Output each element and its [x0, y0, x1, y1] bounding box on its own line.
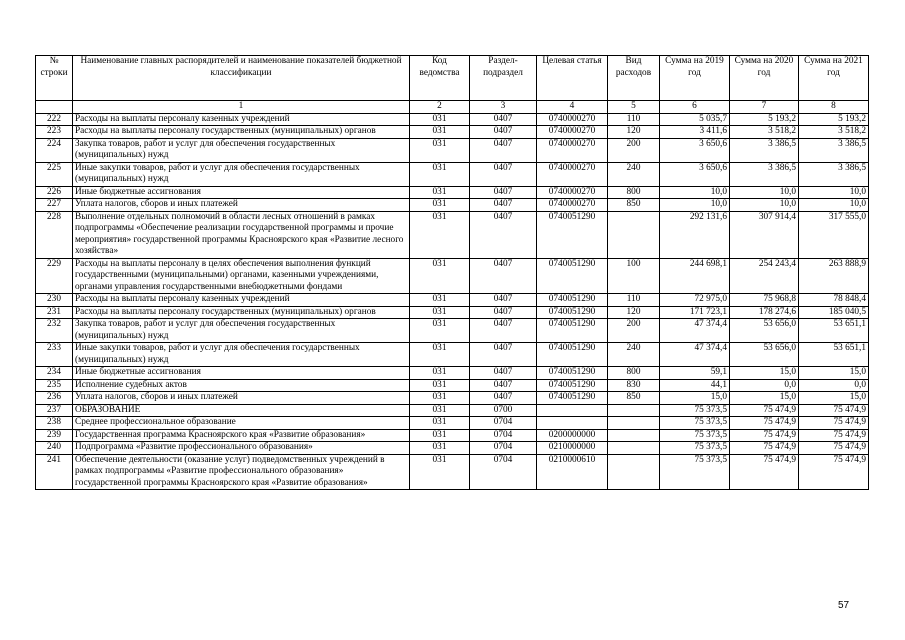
row-name: Исполнение судебных актов	[73, 379, 410, 392]
row-number: 240	[36, 442, 73, 455]
row-name: Государственная программа Красноярского края «Развитие образования»	[73, 429, 410, 442]
row-section: 0704	[470, 442, 537, 455]
row-section: 0704	[470, 417, 537, 430]
column-number: 8	[799, 101, 869, 114]
row-sum-2020: 75 474,9	[730, 442, 799, 455]
row-target-article: 0740051290	[537, 306, 608, 319]
row-expense-type: 850	[608, 199, 660, 212]
row-target-article	[537, 404, 608, 417]
row-number: 223	[36, 126, 73, 139]
row-sum-2019: 75 373,5	[660, 404, 730, 417]
row-section: 0407	[470, 343, 537, 367]
row-dept-code: 031	[410, 211, 470, 258]
table-row	[36, 113, 869, 126]
table-row	[36, 319, 869, 343]
row-sum-2020: 75 474,9	[730, 404, 799, 417]
row-sum-2020: 53 656,0	[730, 319, 799, 343]
row-sum-2020: 5 193,2	[730, 113, 799, 126]
row-expense-type	[608, 417, 660, 430]
row-number: 224	[36, 138, 73, 162]
row-sum-2021: 75 474,9	[799, 417, 869, 430]
table-row	[36, 392, 869, 405]
row-dept-code: 031	[410, 306, 470, 319]
row-sum-2019: 292 131,6	[660, 211, 730, 258]
row-sum-2021: 78 848,4	[799, 294, 869, 307]
row-sum-2021: 3 518,2	[799, 126, 869, 139]
row-name: Уплата налогов, сборов и иных платежей	[73, 199, 410, 212]
row-sum-2020: 15,0	[730, 367, 799, 380]
row-number: 226	[36, 186, 73, 199]
column-number: 3	[470, 101, 537, 114]
row-section: 0700	[470, 404, 537, 417]
row-number: 238	[36, 417, 73, 430]
row-target-article: 0740051290	[537, 343, 608, 367]
row-sum-2021: 3 386,5	[799, 162, 869, 186]
row-name: ОБРАЗОВАНИЕ	[73, 404, 410, 417]
row-expense-type: 800	[608, 367, 660, 380]
row-sum-2021: 10,0	[799, 186, 869, 199]
row-section: 0704	[470, 454, 537, 490]
row-section: 0407	[470, 162, 537, 186]
row-dept-code: 031	[410, 319, 470, 343]
table-row	[36, 186, 869, 199]
row-sum-2020: 254 243,4	[730, 258, 799, 294]
header-row-number: № строки	[36, 56, 73, 101]
row-number: 241	[36, 454, 73, 490]
row-target-article: 0740051290	[537, 319, 608, 343]
row-sum-2019: 3 650,6	[660, 138, 730, 162]
row-sum-2020: 3 518,2	[730, 126, 799, 139]
row-sum-2019: 244 698,1	[660, 258, 730, 294]
row-target-article: 0740051290	[537, 258, 608, 294]
row-sum-2020: 3 386,5	[730, 138, 799, 162]
row-section: 0407	[470, 294, 537, 307]
row-name: Иные бюджетные ассигнования	[73, 186, 410, 199]
row-expense-type	[608, 404, 660, 417]
header-sum-2019: Сумма на 2019 год	[660, 56, 730, 101]
header-dept-code: Код ведомства	[410, 56, 470, 101]
row-dept-code: 031	[410, 392, 470, 405]
column-number: 1	[73, 101, 410, 114]
row-expense-type	[608, 454, 660, 490]
row-target-article: 0740051290	[537, 379, 608, 392]
header-section: Раздел-подраздел	[470, 56, 537, 101]
row-target-article: 0740000270	[537, 162, 608, 186]
row-target-article: 0740051290	[537, 367, 608, 380]
table-row	[36, 138, 869, 162]
row-section: 0407	[470, 199, 537, 212]
row-sum-2019: 72 975,0	[660, 294, 730, 307]
row-name: Закупка товаров, работ и услуг для обеспечения государственных (муниципальных) нужд	[73, 138, 410, 162]
row-number: 236	[36, 392, 73, 405]
row-sum-2021: 75 474,9	[799, 454, 869, 490]
row-sum-2019: 10,0	[660, 199, 730, 212]
row-sum-2020: 75 474,9	[730, 417, 799, 430]
table-row	[36, 442, 869, 455]
row-number: 231	[36, 306, 73, 319]
row-sum-2021: 317 555,0	[799, 211, 869, 258]
row-sum-2021: 15,0	[799, 367, 869, 380]
row-sum-2019: 15,0	[660, 392, 730, 405]
table-row	[36, 306, 869, 319]
row-expense-type: 200	[608, 138, 660, 162]
table-row	[36, 379, 869, 392]
table-row	[36, 294, 869, 307]
row-sum-2021: 10,0	[799, 199, 869, 212]
row-sum-2020: 3 386,5	[730, 162, 799, 186]
row-name: Расходы на выплаты персоналу казенных учреждений	[73, 113, 410, 126]
row-number: 222	[36, 113, 73, 126]
row-target-article: 0740051290	[537, 294, 608, 307]
row-sum-2020: 10,0	[730, 199, 799, 212]
row-name: Среднее профессиональное образование	[73, 417, 410, 430]
row-number: 233	[36, 343, 73, 367]
row-target-article: 0740000270	[537, 186, 608, 199]
row-dept-code: 031	[410, 162, 470, 186]
row-expense-type: 240	[608, 343, 660, 367]
column-number-row	[36, 101, 869, 114]
column-number	[36, 101, 73, 114]
row-expense-type: 850	[608, 392, 660, 405]
row-expense-type	[608, 211, 660, 258]
table-row	[36, 126, 869, 139]
row-name: Расходы на выплаты персоналу казенных учреждений	[73, 294, 410, 307]
table-row	[36, 417, 869, 430]
row-sum-2019: 47 374,4	[660, 319, 730, 343]
row-number: 235	[36, 379, 73, 392]
row-section: 0407	[470, 367, 537, 380]
row-sum-2020: 10,0	[730, 186, 799, 199]
row-number: 232	[36, 319, 73, 343]
row-section: 0407	[470, 392, 537, 405]
row-expense-type: 100	[608, 258, 660, 294]
row-dept-code: 031	[410, 186, 470, 199]
row-expense-type: 240	[608, 162, 660, 186]
row-number: 234	[36, 367, 73, 380]
row-target-article: 0740000270	[537, 138, 608, 162]
table-row	[36, 258, 869, 294]
table-row	[36, 429, 869, 442]
table-row	[36, 343, 869, 367]
column-number: 2	[410, 101, 470, 114]
row-sum-2019: 75 373,5	[660, 429, 730, 442]
row-sum-2021: 75 474,9	[799, 429, 869, 442]
row-expense-type: 120	[608, 306, 660, 319]
row-number: 229	[36, 258, 73, 294]
row-dept-code: 031	[410, 138, 470, 162]
column-number: 5	[608, 101, 660, 114]
row-sum-2019: 75 373,5	[660, 442, 730, 455]
row-dept-code: 031	[410, 379, 470, 392]
row-expense-type	[608, 429, 660, 442]
row-section: 0407	[470, 126, 537, 139]
row-name: Иные закупки товаров, работ и услуг для обеспечения государственных (муниципальных) нужд	[73, 343, 410, 367]
table-row	[36, 404, 869, 417]
row-target-article	[537, 417, 608, 430]
row-target-article: 0740000270	[537, 113, 608, 126]
row-section: 0407	[470, 258, 537, 294]
row-sum-2019: 10,0	[660, 186, 730, 199]
row-sum-2021: 0,0	[799, 379, 869, 392]
row-target-article: 0740000270	[537, 126, 608, 139]
row-number: 237	[36, 404, 73, 417]
row-number: 225	[36, 162, 73, 186]
row-expense-type: 800	[608, 186, 660, 199]
row-dept-code: 031	[410, 429, 470, 442]
table-row	[36, 162, 869, 186]
row-dept-code: 031	[410, 113, 470, 126]
row-section: 0407	[470, 186, 537, 199]
row-section: 0407	[470, 379, 537, 392]
column-number: 6	[660, 101, 730, 114]
row-sum-2020: 0,0	[730, 379, 799, 392]
row-target-article: 0740051290	[537, 211, 608, 258]
row-sum-2021: 75 474,9	[799, 442, 869, 455]
row-dept-code: 031	[410, 454, 470, 490]
row-dept-code: 031	[410, 199, 470, 212]
row-sum-2019: 59,1	[660, 367, 730, 380]
row-expense-type: 110	[608, 113, 660, 126]
row-name: Уплата налогов, сборов и иных платежей	[73, 392, 410, 405]
row-target-article: 0200000000	[537, 429, 608, 442]
row-dept-code: 031	[410, 417, 470, 430]
row-section: 0407	[470, 319, 537, 343]
row-number: 227	[36, 199, 73, 212]
row-section: 0407	[470, 211, 537, 258]
row-expense-type: 120	[608, 126, 660, 139]
row-sum-2021: 3 386,5	[799, 138, 869, 162]
row-number: 228	[36, 211, 73, 258]
row-sum-2021: 5 193,2	[799, 113, 869, 126]
budget-table	[35, 55, 869, 490]
row-target-article: 0210000000	[537, 442, 608, 455]
row-dept-code: 031	[410, 126, 470, 139]
row-name: Выполнение отдельных полномочий в области лесных отношений в рамках подпрограммы «Обеспечение реализации государственной программы и прочие мероприятия» государственной программы Красноярского края «Развитие лесного хозяйства»	[73, 211, 410, 258]
table-header-row	[36, 56, 869, 101]
column-number: 7	[730, 101, 799, 114]
row-dept-code: 031	[410, 258, 470, 294]
row-name: Иные закупки товаров, работ и услуг для обеспечения государственных (муниципальных) нужд	[73, 162, 410, 186]
row-sum-2019: 3 650,6	[660, 162, 730, 186]
row-name: Расходы на выплаты персоналу государственных (муниципальных) органов	[73, 126, 410, 139]
row-sum-2019: 3 411,6	[660, 126, 730, 139]
row-section: 0407	[470, 306, 537, 319]
row-name: Иные бюджетные ассигнования	[73, 367, 410, 380]
row-dept-code: 031	[410, 367, 470, 380]
row-name: Обеспечение деятельности (оказание услуг) подведомственных учреждений в рамках подпрограммы «Развитие профессионального образования» государственной программы Красноярского края «Развитие образования»	[73, 454, 410, 490]
row-number: 239	[36, 429, 73, 442]
row-target-article: 0740000270	[537, 199, 608, 212]
row-name: Расходы на выплаты персоналу в целях обеспечения выполнения функций государственными (муниципальными) органами, казенными учреждениями, органами управления государственными внебюджетными фондами	[73, 258, 410, 294]
row-dept-code: 031	[410, 294, 470, 307]
row-number: 230	[36, 294, 73, 307]
row-target-article: 0740051290	[537, 392, 608, 405]
row-sum-2020: 53 656,0	[730, 343, 799, 367]
row-sum-2020: 75 474,9	[730, 429, 799, 442]
table-row	[36, 211, 869, 258]
row-sum-2020: 307 914,4	[730, 211, 799, 258]
row-sum-2021: 53 651,1	[799, 319, 869, 343]
header-sum-2021: Сумма на 2021 год	[799, 56, 869, 101]
row-sum-2020: 75 474,9	[730, 454, 799, 490]
row-sum-2019: 5 035,7	[660, 113, 730, 126]
row-sum-2019: 44,1	[660, 379, 730, 392]
row-dept-code: 031	[410, 343, 470, 367]
row-dept-code: 031	[410, 442, 470, 455]
header-name: Наименование главных распорядителей и наименование показателей бюджетной классификации	[73, 56, 410, 101]
row-name: Закупка товаров, работ и услуг для обеспечения государственных (муниципальных) нужд	[73, 319, 410, 343]
row-target-article: 0210000610	[537, 454, 608, 490]
row-sum-2019: 75 373,5	[660, 454, 730, 490]
row-section: 0407	[470, 138, 537, 162]
row-sum-2020: 75 968,8	[730, 294, 799, 307]
page-number: 57	[838, 600, 850, 611]
row-expense-type: 110	[608, 294, 660, 307]
header-target-article: Целевая статья	[537, 56, 608, 101]
row-sum-2020: 178 274,6	[730, 306, 799, 319]
row-sum-2020: 15,0	[730, 392, 799, 405]
row-sum-2021: 185 040,5	[799, 306, 869, 319]
row-expense-type: 830	[608, 379, 660, 392]
table-row	[36, 367, 869, 380]
column-number: 4	[537, 101, 608, 114]
row-dept-code: 031	[410, 404, 470, 417]
row-sum-2021: 75 474,9	[799, 404, 869, 417]
row-expense-type: 200	[608, 319, 660, 343]
table-row	[36, 199, 869, 212]
row-name: Расходы на выплаты персоналу государственных (муниципальных) органов	[73, 306, 410, 319]
row-sum-2021: 53 651,1	[799, 343, 869, 367]
row-section: 0407	[470, 113, 537, 126]
row-expense-type	[608, 442, 660, 455]
row-sum-2021: 15,0	[799, 392, 869, 405]
row-sum-2019: 171 723,1	[660, 306, 730, 319]
row-sum-2019: 47 374,4	[660, 343, 730, 367]
row-name: Подпрограмма «Развитие профессионального образования»	[73, 442, 410, 455]
header-sum-2020: Сумма на 2020 год	[730, 56, 799, 101]
row-sum-2021: 263 888,9	[799, 258, 869, 294]
table-row	[36, 454, 869, 490]
row-sum-2019: 75 373,5	[660, 417, 730, 430]
row-section: 0704	[470, 429, 537, 442]
header-expense-type: Вид расходов	[608, 56, 660, 101]
